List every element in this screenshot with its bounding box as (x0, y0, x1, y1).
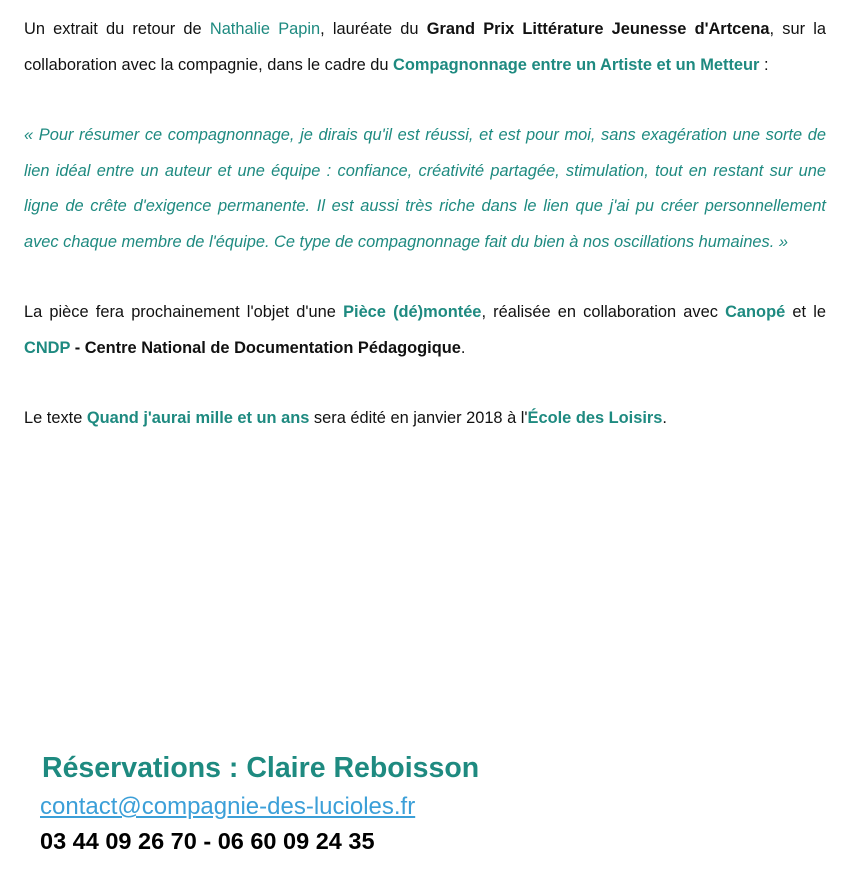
publisher-name: École des Loisirs (527, 409, 663, 427)
article-body (24, 12, 826, 437)
texte-text-2: sera édité en janvier 2018 à l' (309, 409, 528, 427)
publication-paragraph (24, 401, 826, 437)
phone-numbers: 03 44 09 26 70 - 06 60 09 24 35 (40, 828, 375, 854)
reservations-title: Réservations : Claire Reboisson (42, 752, 480, 784)
piece-text-3: et le (785, 303, 826, 321)
cndp-label: CNDP (24, 338, 71, 357)
program-name: Compagnonnage entre un Artiste et un Metteur (393, 55, 760, 74)
piece-demontee-label: Pièce (dé)montée (343, 303, 482, 321)
reservations-block (40, 748, 479, 858)
texte-text-3: . (662, 409, 667, 427)
texte-text-1: Le texte (24, 409, 87, 427)
contact-email-link[interactable]: contact@compagnie-des-lucioles.fr (40, 793, 416, 820)
intro-text-3: , sur la collaboration avec la compagnie, dans le cadre du (24, 20, 826, 74)
author-name: Nathalie Papin (209, 20, 321, 38)
prize-name: Grand Prix Littérature Jeunesse d'Artcena (426, 20, 770, 38)
book-title: Quand j'aurai mille et un ans (86, 409, 310, 427)
piece-paragraph (24, 295, 826, 366)
piece-text-4: . (460, 338, 466, 357)
testimonial-quote: « Pour résumer ce compagnonnage, je dirais qu'il est réussi, et est pour moi, sans exagération une sorte de lien idéal entre un auteur et une équipe : confiance, créativité partagée, stimulation, tout en restant sur une ligne de crête d'exigence permanente. Il est aussi très riche dans le lien que j'ai pu créer personnellement avec chaque membre de l'équipe. Ce type de compagnonnage fait du bien à nos oscillations humaines. » (24, 126, 826, 251)
intro-text-2: , lauréate du (320, 20, 427, 38)
intro-paragraph (24, 12, 826, 83)
piece-text-1: La pièce fera prochainement l'objet d'une (24, 303, 344, 321)
piece-text-2: , réalisée en collaboration avec (481, 303, 726, 321)
canope-label: Canopé (725, 303, 786, 321)
cndp-full-name: - Centre National de Documentation Pédagogique (70, 338, 461, 357)
intro-text-1: Un extrait du retour de (24, 20, 210, 38)
intro-text-4: : (759, 55, 769, 74)
